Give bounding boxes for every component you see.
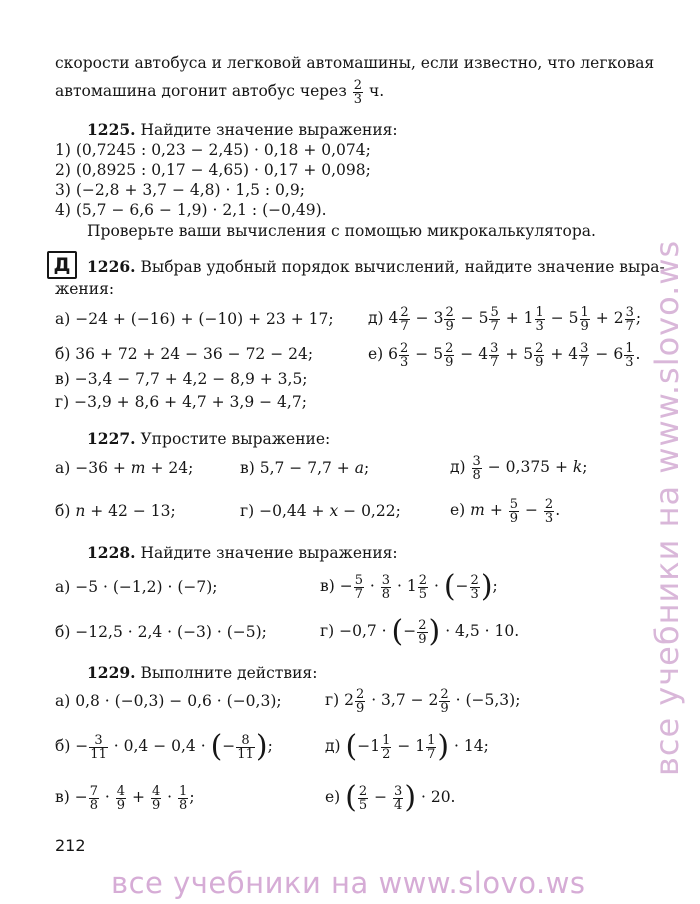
problem-1225-item-4: 4) (5,7 − 6,6 − 1,9) · 2,1 : (−0,49). [55, 201, 327, 219]
problem-title: Выполните действия: [140, 664, 318, 682]
fraction: $\frac{1}{3}$ [625, 340, 634, 370]
problem-title: Упростите выражение: [140, 430, 331, 448]
fraction: $\frac{2}{3}$ [400, 340, 409, 370]
fraction: $\frac{2}{3}$ [470, 572, 479, 602]
fraction: $\frac{5}{7}$ [354, 572, 363, 602]
problem-number: 1226. [87, 257, 136, 276]
problem-1229-b: б) − $\frac{3}{11}$ · 0,4 − 0,4 · (− $\frac{8}{11}$ ); [55, 729, 273, 764]
problem-1225-item-3: 3) (−2,8 + 3,7 − 4,8) · 1,5 : 0,9; [55, 181, 305, 199]
fraction: $\frac{3}{4}$ [394, 783, 403, 813]
problem-title: Найдите значение выражения: [140, 544, 398, 562]
problem-1227-a: а) −36 + m + 24; [55, 459, 194, 477]
intro-line-1: скорости автобуса и легковой автомашины, если известно, что легковая [55, 54, 655, 72]
problem-1226-g: г) −3,9 + 8,6 + 4,7 + 3,9 − 4,7; [55, 393, 307, 411]
fraction: $\frac{5}{7}$ [490, 304, 499, 334]
fraction: $\frac{3}{7}$ [580, 340, 589, 370]
fraction: $\frac{2}{3}$ [353, 77, 363, 107]
fraction: $\frac{1}{8}$ [179, 783, 188, 813]
problem-1228-g: г) −0,7 · (− $\frac{2}{9}$ ) · 4,5 · 10. [320, 614, 520, 649]
fraction: $\frac{2}{9}$ [445, 304, 454, 334]
problem-title: Найдите значение выражения: [140, 121, 398, 139]
fraction: $\frac{4}{9}$ [151, 783, 161, 813]
problem-1227-d: д) $\frac{3}{8}$ − 0,375 + k; [450, 453, 588, 483]
fraction: $\frac{2}{5}$ [358, 783, 368, 813]
problem-1226-a: а) −24 + (−16) + (−10) + 23 + 17; [55, 310, 334, 328]
problem-title: Выбрав удобный порядок вычислений, найдите значение выра- [140, 258, 665, 276]
problem-1227-g: г) −0,44 + x − 0,22; [240, 502, 401, 520]
fraction: $\frac{5}{9}$ [509, 496, 519, 526]
fraction: $\frac{3}{7}$ [625, 304, 634, 334]
problem-1225-item-1: 1) (0,7245 : 0,23 − 2,45) · 0,18 + 0,074; [55, 141, 371, 159]
intro-line-2 [55, 76, 384, 106]
problem-1225-heading [87, 121, 398, 139]
fraction: $\frac{3}{11}$ [90, 732, 107, 762]
problem-1226-heading [87, 258, 665, 276]
problem-1228-v: в) − $\frac{5}{7}$ · $\frac{3}{8}$ · 1 $\frac{2}{5}$ · (− $\frac{2}{3}$ ); [320, 569, 498, 604]
page-number: 212 [55, 836, 86, 855]
watermark-horizontal: все учебники на www.slovo.ws [111, 866, 586, 900]
problem-1228-b: б) −12,5 · 2,4 · (−3) · (−5); [55, 623, 267, 641]
fraction: $\frac{3}{8}$ [472, 453, 481, 483]
problem-1226-d: д) 4 $\frac{2}{7}$ − 3 $\frac{2}{9}$ − 5 $\frac{5}{7}$ + 1 $\frac{1}{3}$ − 5 $\frac{1}{9}$ + 2 $\frac{3}{7}$ ; [368, 304, 642, 334]
fraction: $\frac{2}{9}$ [445, 340, 454, 370]
problem-1229-d: д) (−1 $\frac{1}{2}$ − 1 $\frac{1}{7}$ ) · 14; [325, 729, 489, 764]
fraction: $\frac{1}{9}$ [580, 304, 589, 334]
fraction: $\frac{2}{7}$ [400, 304, 409, 334]
item-label: е) [368, 345, 384, 363]
intro-text: автомашина догонит автобус через [55, 82, 347, 100]
problem-number: 1228. [87, 543, 136, 562]
problem-1229-a: а) 0,8 · (−0,3) − 0,6 · (−0,3); [55, 692, 282, 710]
problem-1227-heading [87, 430, 330, 448]
fraction: $\frac{2}{9}$ [535, 340, 544, 370]
fraction: $\frac{1}{2}$ [382, 732, 391, 762]
problem-1229-v: в) − $\frac{7}{8}$ · $\frac{4}{9}$ + $\frac{4}{9}$ · $\frac{1}{8}$ ; [55, 783, 195, 813]
watermark-vertical: все учебники на www.slovo.ws [648, 239, 686, 776]
problem-1228-a: а) −5 · (−1,2) · (−7); [55, 578, 218, 596]
fraction: $\frac{1}{7}$ [427, 732, 436, 762]
fraction: $\frac{8}{11}$ [237, 732, 254, 762]
problem-number: 1229. [87, 663, 136, 682]
fraction: $\frac{7}{8}$ [89, 783, 98, 813]
fraction: $\frac{3}{7}$ [490, 340, 499, 370]
problem-1227-b: б) n + 42 − 13; [55, 502, 176, 520]
fraction: $\frac{2}{9}$ [355, 686, 365, 716]
problem-1229-heading [87, 664, 317, 682]
item-label: д) [368, 309, 384, 327]
problem-1229-g: г) 2 $\frac{2}{9}$ · 3,7 − 2 $\frac{2}{9}$ · (−5,3); [325, 686, 521, 716]
homework-d-icon: Д [47, 251, 77, 279]
fraction: $\frac{2}{9}$ [418, 617, 427, 647]
problem-1226-title-cont: жения: [55, 280, 115, 298]
problem-1229-e: е) ( $\frac{2}{5}$ − $\frac{3}{4}$ ) · 20. [325, 780, 456, 815]
fraction: $\frac{3}{8}$ [381, 572, 391, 602]
fraction: $\frac{2}{9}$ [440, 686, 449, 716]
problem-1226-e: е) 6 $\frac{2}{3}$ − 5 $\frac{2}{9}$ − 4 $\frac{3}{7}$ + 5 $\frac{2}{9}$ + 4 $\frac{3}{7}$ − 6 $\frac{1}{3}$ . [368, 340, 641, 370]
problem-1227-v: в) 5,7 − 7,7 + a; [240, 459, 370, 477]
fraction: $\frac{1}{3}$ [535, 304, 544, 334]
problem-number: 1225. [87, 120, 136, 139]
problem-1226-v: в) −3,4 − 7,7 + 4,2 − 8,9 + 3,5; [55, 370, 308, 388]
problem-1226-b: б) 36 + 72 + 24 − 36 − 72 − 24; [55, 345, 314, 363]
fraction: $\frac{2}{5}$ [418, 572, 428, 602]
problem-1225-item-2: 2) (0,8925 : 0,17 − 4,65) · 0,17 + 0,098; [55, 161, 371, 179]
problem-1227-e: е) m + $\frac{5}{9}$ − $\frac{2}{3}$ . [450, 496, 561, 526]
problem-1225-note: Проверьте ваши вычисления с помощью микрокалькулятора. [87, 222, 596, 240]
intro-unit: ч. [368, 82, 385, 100]
fraction: $\frac{4}{9}$ [116, 783, 126, 813]
problem-number: 1227. [87, 429, 136, 448]
fraction: $\frac{2}{3}$ [544, 496, 554, 526]
problem-1228-heading [87, 544, 398, 562]
